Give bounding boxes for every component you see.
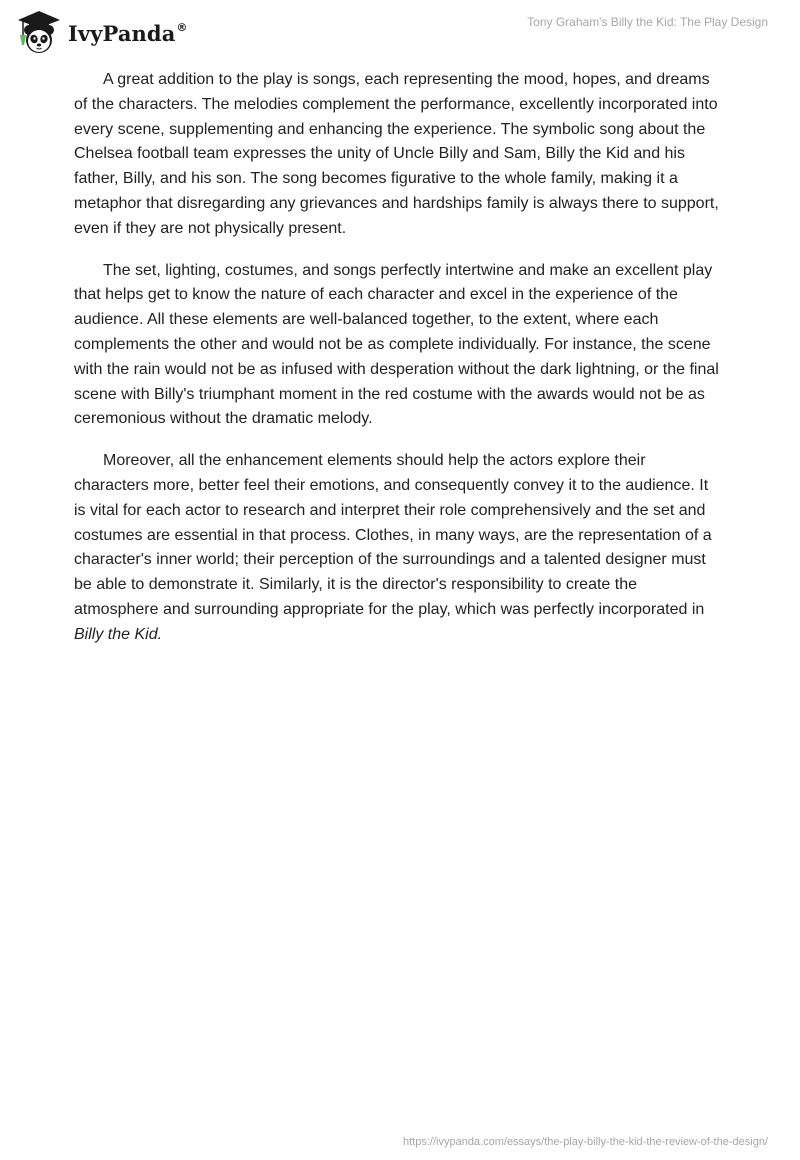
play-title-italic: Billy the Kid. — [74, 625, 163, 643]
paragraph-3 — [74, 449, 724, 647]
logo-wordmark: IvyPanda® — [68, 20, 188, 46]
page-header — [0, 0, 800, 60]
ivypanda-logo[interactable] — [14, 8, 188, 58]
paragraph-1: A great addition to the play is songs, each representing the mood, hopes, and dreams of the characters. The melodies complement the performance, excellently incorporated into every scene, supplementing and enhancing the experience. The symbolic song about the Chelsea football team expresses the unity of Uncle Billy and Sam, Billy the Kid and his father, Billy, and his son. The song becomes figurative to the whole family, making it a metaphor that disregarding any grievances and hardships family is always there to support, even if they are not physically present. — [74, 71, 719, 237]
document-title: Tony Graham's Billy the Kid: The Play Design — [527, 15, 768, 29]
source-url[interactable]: https://ivypanda.com/essays/the-play-billy-the-kid-the-review-of-the-design/ — [403, 1136, 768, 1148]
essay-body — [74, 68, 724, 665]
panda-graduate-icon — [14, 8, 64, 58]
paragraph-2: The set, lighting, costumes, and songs perfectly intertwine and make an excellent play that helps get to know the nature of each character and excel in the experience of the audience. All these elements are well-balanced together, to the extent, where each complements the other and would not be as complete individually. For instance, the scene with the rain would not be as infused with desperation without the dark lightning, or the final scene with Billy's triumphant moment in the red costume with the awards would not be as ceremonious without the dramatic melody. — [74, 261, 719, 428]
paragraph-3-text: Moreover, all the enhancement elements should help the actors explore their characters more, better feel their emotions, and consequently convey it to the audience. It is vital for each actor to research and interpret their role comprehensively and the set and costumes are essential in that process. Clothes, in many ways, are the representation of a character's inner world; their perception of the surroundings and a talented designer must be able to demonstrate it. Similarly, it is the director's responsibility to create the atmosphere and surrounding appropriate for the play, which was perfectly incorporated in — [74, 452, 712, 618]
